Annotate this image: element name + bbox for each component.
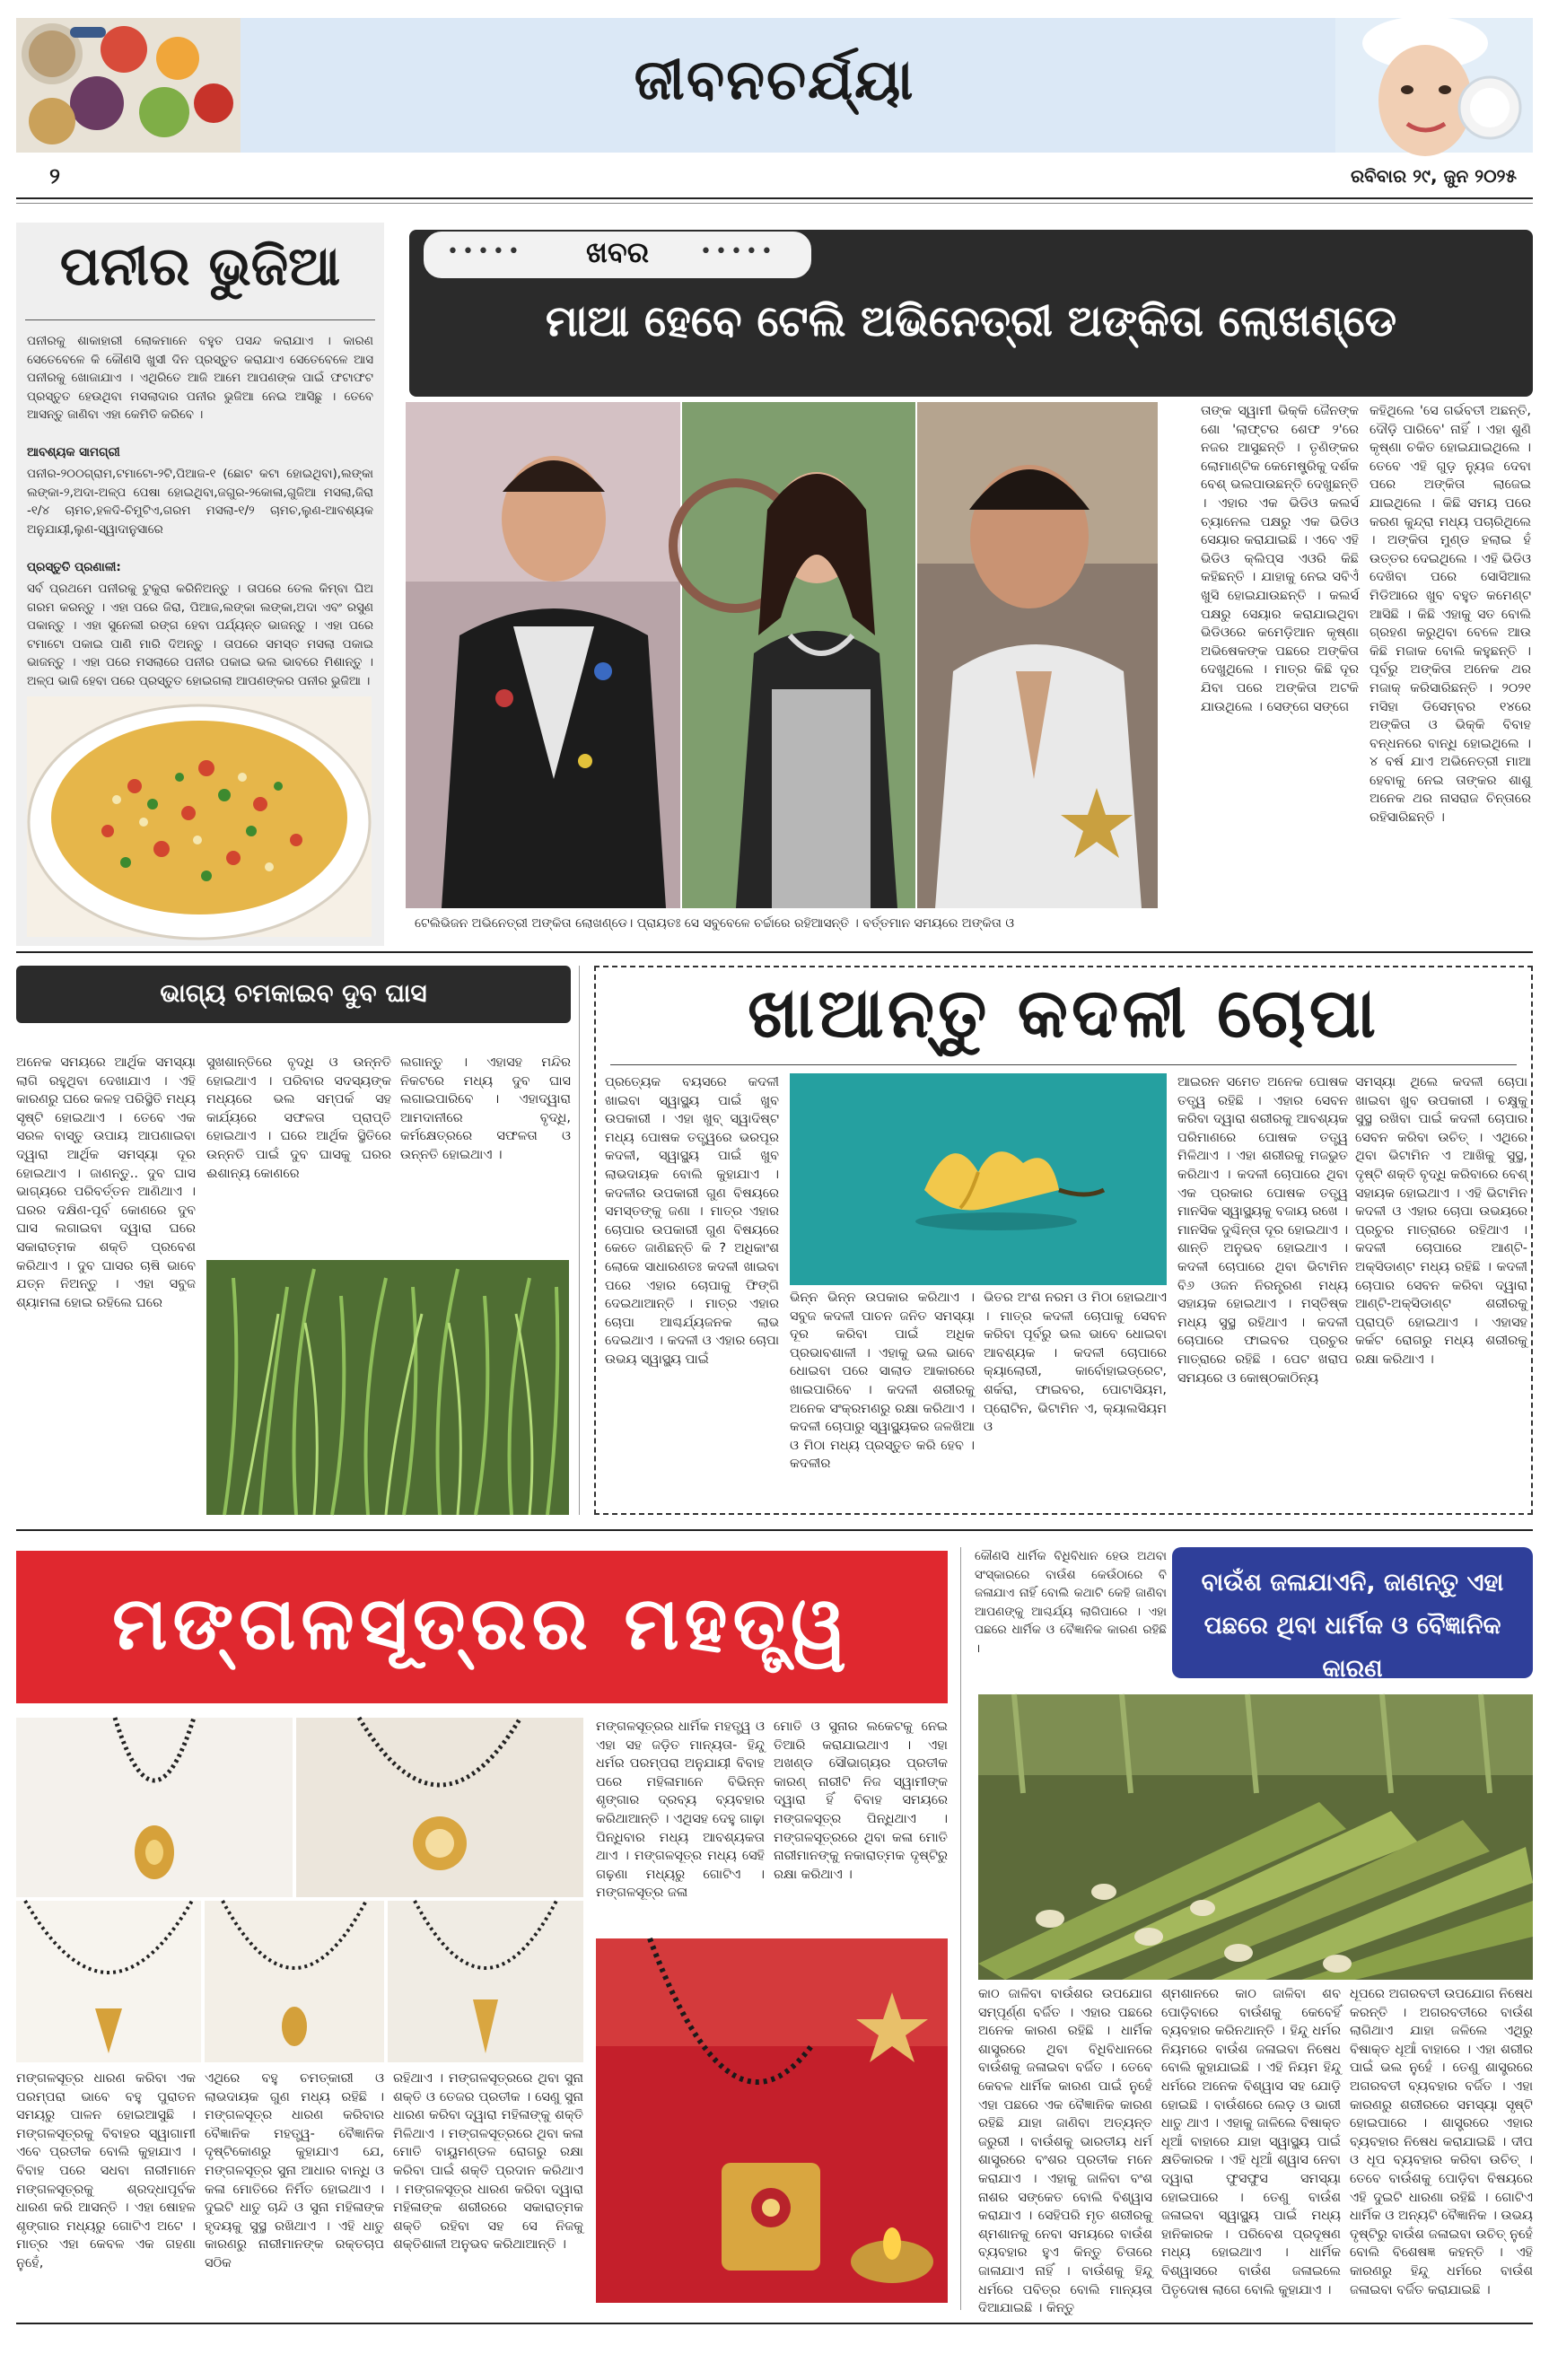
ankita-dots-right: ••••• (700, 241, 776, 263)
mangal-photo-2 (296, 1718, 583, 1897)
banshi-col3: ଧୂପରେ ଅଗରବତୀ ଉପଯୋଗ ନିଷେଧ କରନ୍ତି । ଅଗରବତୀରେ ବାଉଁଶ ଲାଗିଥାଏ ଯାହା ଜଳିଲେ ଏଥିରୁ ବିଷାକ୍ତ ଧୂଆଁ ବାହାରେ । ଏହା ଶରୀର ପାଇଁ ଭଲ ନୁହେଁ । ତେଣୁ ଶାସ୍ତ୍ରରେ ଅଗରବତୀ ବ୍ୟବହାର ବର୍ଜିତ । ଏହା କାରଣରୁ ଶରୀରରେ ସମସ୍ୟା ସୃଷ୍ଟି ହୋଇପାରେ । ଶାସ୍ତ୍ରରେ ଏହାର ବ୍ୟବହାର ନିଷେଧ କରାଯାଇଛି । ଦୀପ ଓ ଧୂପ ବ୍ୟବହାର କରିବା ଉଚିତ୍ । ତେବେ ବାଉଁଶକୁ ପୋଡ଼ିବା ବିଷୟରେ ଏହି ଦୁଇଟି ଧାରଣା ରହିଛି । ଗୋଟିଏ ଧାର୍ମିକ ଓ ଅନ୍ୟଟି ବୈଜ୍ଞାନିକ । ଉଭୟ ଦୃଷ୍ଟିରୁ ବାଉଁଶ ଜଳାଇବା ଉଚିତ୍ ନୁହେଁ ବୋଲି ବିଶେଷଜ୍ଞ କହନ୍ତି । ଏହି କାରଣରୁ ହିନ୍ଦୁ ଧର୍ମରେ ବାଉଁଶ ଜଳାଇବା ବର୍ଜିତ କରାଯାଇଛି । (1350, 1987, 1533, 2297)
kadali-heading: ଖାଆନ୍ତୁ କଦଳୀ ଚୋପା (748, 973, 1379, 1053)
dub-header: ଭାଗ୍ୟ ଚମକାଇବ ଦୁବ ଘାସ (160, 978, 427, 1008)
mangal-vertical-rule (960, 1547, 961, 2310)
paneer-method: ସର୍ବ ପ୍ରଥମେ ପନୀରକୁ ଟୁକୁରା କରିନିଅନ୍ତୁ । ତାପରେ ତେଲ କିମ୍ବା ଘିଅ ଗରମ କରନ୍ତୁ । ଏହା ପରେ ଜିରା, ପିଆଜ,ଲଙ୍କା ଲଙ୍କା,ଅଦା ଏବଂ ରସୁଣ ପକାନ୍ତୁ । ଏହା ସୁନେଲୀ ରଙ୍ଗ ହେବା ପର୍ଯ୍ୟନ୍ତ ଭାଜନ୍ତୁ । ଏହା ପରେ ଟମାଟୋ ପକାଇ ପାଣି ମାରି ଦିଅନ୍ତୁ । ତାପରେ ସମସ୍ତ ମସଲା ପକାଇ ଭାଜନ୍ତୁ । ଏହା ପରେ ମସଲାରେ ପନୀର ପକାଇ ଭଲ ଭାବରେ ମିଶାନ୍ତୁ । ଅଳ୍ପ ଭାଜି ହେବା ପରେ ପ୍ରସ୍ତୁତ ହୋଇଗଲା ଆପଣଙ୍କର ପନୀର ଭୁଜିଆ । (27, 582, 373, 688)
ankita-col2: କହିଥିଲେ 'ସେ ଗର୍ଭବତୀ ଅଛନ୍ତି, ଦୌଡ଼ି ପାରିବେ' ନାହିଁ । ଏହା ଶୁଣି କୃଷ୍ଣା ଚକିତ ହୋଇଯାଇଥିଲେ । ତେବେ ଏହି ଗୁଡ଼ ନ୍ୟୁଜ ଦେବା ପରେ ଅଙ୍କିତା ଲାଜେଇ ଯାଇଥିଲେ । କିଛି ସମୟ ପରେ କରଣ କୁନ୍ଦ୍ରା ମଧ୍ୟ ପଚାରିଥିଲେ । ଅଙ୍କିତା ମୁଣ୍ଡ ହଲାଇ ହଁ ଉତ୍ତର ଦେଇଥିଲେ । ଏହି ଭିଡିଓ ଦେଖିବା ପରେ ସୋସିଆଲ ମିଡିଆରେ ଖୁବ ବହୁତ କମେଣ୍ଟ ଆସିଛି । କିଛି ଏହାକୁ ସତ ବୋଲି ଗ୍ରହଣ କରୁଥିବା ବେଳେ ଆଉ କିଛି ମଜାକ ବୋଲି କହୁଛନ୍ତି । ପୂର୍ବରୁ ଅଙ୍କିତା ଅନେକ ଥର ମଜାକ୍ କରିସାରିଛନ୍ତି । ୨୦୨୧ ମସିହା ଡିସେମ୍ବର ୧୪ରେ ଅଙ୍କିତା ଓ ଭିକ୍କି ବିବାହ ବନ୍ଧନରେ ବାନ୍ଧି ହୋଇଥିଲେ । ୪ ବର୍ଷ ଯାଏ ଅଭିନେତ୍ରୀ ମାଆ ହେବାକୁ ନେଇ ତାଙ୍କର ଶାଶୁ ଅନେକ ଥର ନାସରାଜ ଚିନ୍ତାରେ ରହିସାରିଛନ୍ତି । (1370, 404, 1531, 826)
ankita-headline: ମାଆ ହେବେ ଟେଲି ଅଭିନେତ୍ରୀ ଅଙ୍କିତା ଲୋଖଣ୍ଡେ (545, 296, 1397, 346)
masthead-rule-thin (16, 203, 1533, 204)
banshi-heading: ବାଉଁଶ ଜଳାଯାଏନି, ଜାଣନ୍ତୁ ଏହା ପଛରେ ଥିବା ଧାର୍ମିକ ଓ ବୈଜ୍ଞାନିକ କାରଣ (1201, 1569, 1504, 1683)
ankita-photo-karan (917, 402, 1158, 908)
kadali-col5: ସମସ୍ୟା ଥିଲେ କଦଳୀ ଚୋପା ଖାଇବା ଖୁବ ଉପକାରୀ । ଚକ୍ଷୁକୁ ସୁସ୍ଥ ରଖିବା ପାଇଁ କଦଳୀ ଚୋପାର ସେବନ କରିବା ଉଚିତ୍ । ଏଥିରେ ଥିବା ଭିଟାମିନ ଏ ଆଖିକୁ ସୁସ୍ଥ, ଦୃଷ୍ଟି ଶକ୍ତି ବୃଦ୍ଧି କରିବାରେ ବେଶ୍ ସହାୟକ ହୋଇଥାଏ । ଏହି ଭିଟାମିନ କଦଳୀ ଓ ଏହାର ଚୋପା ଉଭୟରେ ପ୍ରଚୁର ମାତ୍ରାରେ ରହିଥାଏ । କଦଳୀ ଚୋପାରେ ଆଣ୍ଟି-ଅକ୍ସିଡାଣ୍ଟ ମଧ୍ୟ ରହିଛି । କଦଳୀ ଚୋପାର ସେବନ କରିବା ଦ୍ୱାରା ଆଣ୍ଟି-ଅକ୍ସିଡାଣ୍ଟ ଶରୀରକୁ ପ୍ରାପ୍ତି ହୋଇଥାଏ । ଏହାସହ କର୍କଟ ରୋଗରୁ ମଧ୍ୟ ଶରୀରକୁ ରକ୍ଷା କରିଥାଏ । (1355, 1075, 1527, 1367)
footer-rule (16, 2323, 1533, 2324)
mangal-jewelry-photo (596, 1938, 948, 2303)
mangal-heading: ମଙ୍ଗଳସୂତ୍ରର ମହତ୍ତ୍ୱ (112, 1581, 852, 1667)
paneer-bhujia-photo (27, 696, 372, 937)
dub-col1: ଅନେକ ସମୟରେ ଆର୍ଥିକ ସମସ୍ୟା ଲାଗି ରହୁଥିବା ଦେଖାଯାଏ । ଏହି କାରଣରୁ ଘରେ କଳହ ପରିସ୍ଥିତି ମଧ୍ୟ ସୃଷ୍ଟି ହୋଇଥାଏ । ତେବେ ଏକ ସରଳ ବାସ୍ତୁ ଉପାୟ ଆପଣାଇବା ଦ୍ୱାରା ଆର୍ଥିକ ସମସ୍ୟା ଦୂର ହୋଇଥାଏ । ଜାଣନ୍ତୁ.. ଦୁବ ଘାସ ଭାଗ୍ୟରେ ପରିବର୍ତ୍ତନ ଆଣିଥାଏ । ଘରର ଦକ୍ଷିଣ-ପୂର୍ବ କୋଣରେ ଦୁବ ଘାସ ଲଗାଇବା ଦ୍ୱାରା ଘରେ ସକାରାତ୍ମକ ଶକ୍ତି ପ୍ରବେଶ କରିଥାଏ । ଦୁବ ଘାସର ଚାଷି ଭାବେ ଯତ୍ନ ନିଅନ୍ତୁ । ଏହା ସବୁଜ ଶ୍ୟାମଳା ହୋଇ ରହିଲେ ଘରେ (16, 1055, 196, 1310)
masthead-food-photo (16, 18, 241, 153)
kadali-col2: ଭିନ୍ନ ଭିନ୍ନ ଉପକାର କରିଥାଏ । ସବୁଜ କଦଳୀ ପାଚନ ଜନିତ ସମସ୍ୟା ଦୂର କରିବା ପାଇଁ ଅଧିକ ପ୍ରଭାବଶାଳୀ । ଏହାକୁ ଭଲ ଭାବେ ଧୋଇବା ପରେ ସାଲାଡ ଆକାରରେ ଖାଇପାରିବେ । କଦଳୀ ଶରୀରକୁ ଅନେକ ସଂକ୍ରମଣରୁ ରକ୍ଷା କରିଥାଏ । କଦଳୀ ଚୋପାରୁ ସ୍ୱାସ୍ଥ୍ୟକର ଜଳଖିଆ ଓ ମିଠା ମଧ୍ୟ ପ୍ରସ୍ତୁତ କରି ହେବ । କଦଳୀର (790, 1291, 975, 1472)
paneer-ingredients-label: ଆବଶ୍ୟକ ସାମଗ୍ରୀ (27, 445, 120, 459)
kadali-col3: ଭିତର ଅଂଶ ନରମ ଓ ମିଠା ହୋଇଥାଏ । ମାତ୍ର କଦଳୀ ଚୋପାକୁ ସେବନ କରିବା ପୂର୍ବରୁ ଭଲ ଭାବେ ଧୋଇବା ଆବଶ୍ୟକ । କଦଳୀ ଚୋପାରେ କ୍ୟାଲୋରୀ, କାର୍ବୋହାଇଡ୍ରେଟ, ଶର୍କରା, ଫାଇବର, ପୋଟାସିୟମ, ପ୍ରୋଟିନ, ଭିଟାମିନ ଏ, କ୍ୟାଲସିୟମ ଓ (984, 1291, 1167, 1435)
dub-col3: ଲଗାନ୍ତୁ । ଏହାସହ ମନ୍ଦିର ନିକଟରେ ମଧ୍ୟ ଦୁବ ଘାସ ଲଗାଇପାରିବେ । ଏହାଦ୍ୱାରା ଆମଦାନୀରେ ବୃଦ୍ଧି, କର୍ମକ୍ଷେତ୍ରରେ ସଫଳତା ଓ ଉନ୍ନତି ହୋଇଥାଏ । (400, 1055, 571, 1162)
section-rule-1 (16, 951, 1533, 953)
mangal-top-col2: ମୋତି ଓ ସୁନାର ଲକେଟକୁ ନେଇ ତିଆରି କରାଯାଇଥାଏ । ଏହା ଅଖଣ୍ଡ ସୌଭାଗ୍ୟର ପ୍ରତୀକ କାରଣ୍ ନାରୀଟି ନିଜ ସ୍ୱାମୀଙ୍କ ଦ୍ୱାରା ହିଁ ବିବାହ ସମୟରେ ମଙ୍ଗଳସୂତ୍ର ପିନ୍ଧିଥାଏ । ମଙ୍ଗଳସୂତ୍ରରେ ଥିବା କଳା ମୋତି ନାରୀମାନଙ୍କୁ ନକାରାତ୍ମକ ଦୃଷ୍ଟିରୁ ରକ୍ଷା କରିଥାଏ । (774, 1719, 948, 1882)
ankita-dots-left: ••••• (447, 241, 523, 263)
paneer-ingredients: ପନୀର-୨୦୦ଗ୍ରାମ,ଟମାଟୋ-୨ଟି,ପିଆଜ-୧ (ଛୋଟ କଟା ହୋଇଥିବା),ଲଙ୍କା ଲଙ୍କା-୨,ଅଦା-ଅଳ୍ପ ପେଷା ହୋଇଥିବା,ଜଗୁର-୨କୋଳା,ଗୁଜିଆ ମସଲା,ଜିରା -୧/୪ ଚାମଚ,ହଳଦି-ଚିମୁଟିଏ,ଗରମ ମସଲା-୧/୨ ଚାମଚ,ଲୁଣ-ଆବଶ୍ୟକ ଅନୁଯାୟୀ,ଲୁଣ-ସ୍ୱାଦାନୁସାରେ (27, 467, 373, 537)
paneer-intro: ପନୀରକୁ ଶାକାହାରୀ ଲୋକମାନେ ବହୁତ ପସନ୍ଦ କରାଯାଏ । କାରଣ ସେତେବେଳେ କି କୌଣସି ଖୁସୀ ଦିନ ପ୍ରସ୍ତୁତ କରାଯାଏ ସେତେବେଳେ ଆସ ପନୀରକୁ ଖୋଜାଯାଏ । ଏଥିରିତେ ଆଜି ଆମେ ଆପଣଙ୍କ ପାଇଁ ଫଟାଫଟ ପ୍ରସ୍ତୁତ ହେଉଥିବା ମସଲାଦାର ପନୀର ଭୁଜିଆ ନେଇ ଆସିଛୁ । ତେବେ ଆସନ୍ତୁ ଜାଣିବା ଏହା କେମିତି କରିବେ । (27, 334, 373, 422)
masthead-rule (16, 197, 1533, 199)
mangal-photo-5 (388, 1901, 583, 2062)
paneer-method-label: ପ୍ରସ୍ତୁତି ପ୍ରଣାଳୀ: (27, 560, 121, 574)
paneer-heading-rule (25, 319, 375, 320)
dub-col2: ସୁଖଶାନ୍ତିରେ ବୃଦ୍ଧି ଓ ଉନ୍ନତି ହୋଇଥାଏ । ପରିବାର ସଦସ୍ୟଙ୍କ ମଧ୍ୟରେ ଭଲ ସମ୍ପର୍କ ସହ କାର୍ଯ୍ୟରେ ସଫଳତା ପ୍ରାପ୍ତି ହୋଇଥାଏ । ଘରେ ଆର୍ଥିକ ସ୍ଥିତିରେ ଉନ୍ନତି ପାଇଁ ଦୁବ ଘାସକୁ ଘରର ଈଶାନ୍ୟ କୋଣରେ (206, 1055, 391, 1181)
kadali-col4: ଆଇରନ ସମେତ ଅନେକ ପୋଷକ ତତ୍ତ୍ୱ ରହିଛି । ଏହାର ସେବନ କରିବା ଦ୍ୱାରା ଶରୀରକୁ ଆବଶ୍ୟକ ପରିମାଣରେ ପୋଷକ ତତ୍ତ୍ୱ ମିଳିଥାଏ । ଏହା ଶରୀରକୁ ମଜଭୁତ କରିଥାଏ । କଦଳୀ ଚୋପାରେ ଥିବା ଏକ ପ୍ରକାର ପୋଷକ ତତ୍ତ୍ୱ ମାନସିକ ସ୍ୱାସ୍ଥ୍ୟକୁ ବଜାୟ ରଖେ । ମାନସିକ ଦୁଶ୍ଚିନ୍ତା ଦୂର ହୋଇଥାଏ । ଶାନ୍ତି ଅନୁଭବ ହୋଇଥାଏ । କଦଳୀ ଚୋପାରେ ଥିବା ଭିଟାମିନ ବି୬ ଓଜନ ନିରନ୍ତ୍ରଣ ମଧ୍ୟ ସହାୟକ ହୋଇଥାଏ । ମସ୍ତିଷ୍କ ମଧ୍ୟ ସୁସ୍ଥ ରହିଥାଏ । କଦଳୀ ଚୋପାରେ ଫାଇବର ପ୍ରଚୁର ମାତ୍ରାରେ ରହିଛି । ପେଟ ଖରାପ ସମୟରେ ଓ କୋଷ୍ଠକାଠିନ୍ୟ (1177, 1075, 1348, 1386)
banshi-bamboo-photo (978, 1694, 1533, 1980)
mangal-photo-4 (205, 1901, 384, 2062)
mangal-bottom-col1: ମଙ୍ଗଳସୂତ୍ର ଧାରଣ କରିବା ଏକ ପରମ୍ପରା ଭାବେ ବହୁ ପୁରାତନ ସମୟରୁ ପାଳନ ହୋଇଆସୁଛି । ମଙ୍ଗଳସୂତ୍ରକୁ ବିବାହର ସ୍ୱାଗାମୀ ଏବେ ପ୍ରତୀକ ବୋଲି କୁହାଯାଏ । ବିବାହ ପରେ ସଧବା ନାରୀମାନେ ମଙ୍ଗଳସୂତ୍ରକୁ ଶ୍ରଦ୍ଧାପୂର୍ବକ ଧାରଣ କରି ଆସନ୍ତି । ଏହା ଷୋହଳ ଶୃଙ୍ଗାର ମଧ୍ୟରୁ ଗୋଟିଏ ଅଟେ । ମାତ୍ର ଏହା କେବଳ ଏକ ଗହଣା ନୁହେଁ, (16, 2071, 196, 2271)
page-number: ୨ (49, 163, 60, 188)
ankita-label: ଖବର (585, 235, 650, 269)
mangal-top-col1: ମଙ୍ଗଳସୂତ୍ରର ଧାର୍ମିକ ମହତ୍ତ୍ୱ ଓ ଏହା ସହ ଜଡ଼ିତ ମାନ୍ୟତା- ହିନ୍ଦୁ ଧର୍ମର ପରମ୍ପରା ଅନୁଯାୟୀ ବିବାହ ପରେ ମହିଳାମାନେ ବିଭିନ୍ନ ଶୃଙ୍ଗାର ଦ୍ରବ୍ୟ ବ୍ୟବହାର କରିଥାଆନ୍ତି । ଏଥିସହ ଦେହୁ ଗାଢ଼ା ପିନ୍ଧିବାର ମଧ୍ୟ ଆବଶ୍ୟକତା ଥାଏ । ମଙ୍ଗଳସୂତ୍ର ମଧ୍ୟ ସେହି ଗଢ଼ଣା ମଧ୍ୟରୁ ଗୋଟିଏ । ମଙ୍ଗଳସୂତ୍ର ଜଳା (596, 1719, 765, 1901)
kadali-col1: ପ୍ରତ୍ୟେକ ବୟସରେ କଦଳୀ ଖାଇବା ସ୍ୱାସ୍ଥ୍ୟ ପାଇଁ ଖୁବ ଉପକାରୀ । ଏହା ଖୁବ୍ ସ୍ୱାଦିଷ୍ଟ ମଧ୍ୟ ପୋଷକ ତତ୍ତ୍ୱରେ ଭରପୂର କଦଳୀ, ସ୍ୱାସ୍ଥ୍ୟ ପାଇଁ ଖୁବ ଲାଭଦାୟକ ବୋଲି କୁହାଯାଏ । କଦଳୀର ଉପକାରୀ ଗୁଣ ବିଷୟରେ ସମସ୍ତଙ୍କୁ ଜଣା । ମାତ୍ର ଏହାର ଚୋପାର ଉପକାରୀ ଗୁଣ ବିଷୟରେ କେତେ ଜାଣିଛନ୍ତି କି ? ଅଧିକାଂଶ ଲୋକେ ସାଧାରଣତଃ କଦଳୀ ଖାଇବା ପରେ ଏହାର ଚୋପାକୁ ଫିଙ୍ଗି ଦେଇଥାଆନ୍ତି । ମାତ୍ର ଏହାର ଚୋପା ଆଶ୍ଚର୍ଯ୍ୟଜନକ ଲାଭ ଦେଇଥାଏ । କଦଳୀ ଓ ଏହାର ଚୋପା ଉଭୟ ସ୍ୱାସ୍ଥ୍ୟ ପାଇଁ (605, 1075, 779, 1367)
mangal-bottom-col3: ରହିଥାଏ । ମଙ୍ଗଳସୂତ୍ରରେ ଥିବା ସୁନା ଶକ୍ତି ଓ ତେଜର ପ୍ରତୀକ । ସେଣୁ ସୁନା ଧାରଣ କରିବା ଦ୍ୱାରା ମହିଳାଙ୍କୁ ଶକ୍ତି ମିଳିଥାଏ । ମଙ୍ଗଳସୂତ୍ରରେ ଥିବା କଳା ମୋତି ବାୟୁମଣ୍ଡଳ ରୋଗରୁ ରକ୍ଷା କରିବା ପାଇଁ ଶକ୍ତି ପ୍ରଦାନ କରିଥାଏ । ମଙ୍ଗଳସୂତ୍ର ଧାରଣ କରିବା ଦ୍ୱାରା ମହିଳାଙ୍କ ଶରୀରରେ ସକାରାତ୍ମକ ଶକ୍ତି ରହିବା ସହ ସେ ନିଜକୁ ଶକ୍ତିଶାଳୀ ଅନୁଭବ କରିଥାଆନ୍ତି । (393, 2071, 583, 2253)
mangal-photo-3 (16, 1901, 201, 2062)
dub-vertical-rule (579, 966, 580, 1515)
masthead-model-photo (1335, 18, 1533, 153)
kadali-banana-photo (790, 1073, 1167, 1285)
ankita-photo-ankita (682, 402, 915, 908)
masthead-title: ଜୀବନଚର୍ଯ୍ୟା (634, 47, 915, 112)
mangal-bottom-col2: ଏଥିରେ ବହୁ ଚମତ୍କାରୀ ଓ ଲାଭଦାୟକ ଗୁଣ ମଧ୍ୟ ରହିଛି । ମଙ୍ଗଳସୂତ୍ର ଧାରଣ କରିବାର ବୈଜ୍ଞାନିକ ମହତ୍ତ୍ୱ- ବୈଜ୍ଞାନିକ ଦୃଷ୍ଟିକୋଣରୁ କୁହାଯାଏ ଯେ, ମଙ୍ଗଳସୂତ୍ର ସୁନା ଆଧାର ବାନ୍ଧି ଓ କଳା ମୋତିରେ ନିର୍ମିତ ହୋଇଥାଏ । ଦୁଇଟି ଧାତୁ ଚାନ୍ଦି ଓ ସୁନା ମହିଳାଙ୍କ ହୃଦୟକୁ ସୁସ୍ଥ ରଖିଥାଏ । ଏହି ଧାତୁ କାରଣରୁ ନାରୀମାନଙ୍କ ରକ୍ତଚାପ ସଠିକ (205, 2071, 384, 2271)
dub-grass-photo (206, 1260, 569, 1515)
banshi-col2: ଶ୍ମଶାନରେ କାଠ ଜାଳିବା ଶବ ପୋଡ଼ିବାରେ ବାଉଁଶକୁ କେବେହିଁ ବ୍ୟବହାର କରିନଥାନ୍ତି । ହିନ୍ଦୁ ଧର୍ମର ନିୟମରେ ବାଉଁଶ ଜଳାଇବା ନିଷେଧ ବୋଲି କୁହାଯାଇଛି । ଏହି ନିୟମ ହିନ୍ଦୁ ଧର୍ମରେ ଅନେକ ବିଶ୍ୱାସ ସହ ଯୋଡ଼ି ହୋଇଛି । ବାଉଁଶରେ ଲେଡ଼ ଓ ଭାରୀ ଧାତୁ ଥାଏ । ଏହାକୁ ଜାଳିଲେ ବିଷାକ୍ତ ଧୂଆଁ ବାହାରେ ଯାହା ସ୍ୱାସ୍ଥ୍ୟ ପାଇଁ କ୍ଷତିକାରକ । ଏହି ଧୂଆଁ ଶ୍ୱାସ ନେବା ଦ୍ୱାରା ଫୁସଫୁସ ସମସ୍ୟା ହୋଇପାରେ । ତେଣୁ ବାଉଁଶ ଜଳାଇବା ସ୍ୱାସ୍ଥ୍ୟ ପାଇଁ ମଧ୍ୟ ହାନିକାରକ । ପରିବେଶ ପ୍ରଦୂଷଣ ମଧ୍ୟ ହୋଇଥାଏ । ଧାର୍ମିକ ବିଶ୍ୱାସରେ ବାଉଁଶ ଜଳାଇଲେ ପିତୃଦୋଷ ଲାଗେ ବୋଲି କୁହାଯାଏ । (1161, 1987, 1341, 2297)
page-date: ରବିବାର ୨୯, ଜୁନ ୨୦୨୫ (1350, 165, 1517, 187)
mangal-photo-1 (16, 1718, 293, 1897)
section-rule-2 (16, 1529, 1533, 1531)
banshi-col1: କାଠ ଜାଳିବା ବାଉଁଶର ଉପଯୋଗ ସମ୍ପୂର୍ଣ୍ଣ ବର୍ଜିତ । ଏହାର ପଛରେ ଅନେକ କାରଣ ରହିଛି । ଧାର୍ମିକ ଶାସ୍ତ୍ରରେ ଥିବା ବିଧିବିଧାନରେ ବାଉଁଶକୁ ଜଳାଇବା ବର୍ଜିତ । ତେବେ କେବଳ ଧାର୍ମିକ କାରଣ ପାଇଁ ନୁହେଁ ଏହା ପଛରେ ଏକ ବୈଜ୍ଞାନିକ କାରଣ ରହିଛି ଯାହା ଜାଣିବା ଅତ୍ୟନ୍ତ ଜରୁରୀ । ବାଉଁଶକୁ ଭାରତୀୟ ଧର୍ମ ଶାସ୍ତ୍ରରେ ବଂଶର ପ୍ରତୀକ ମନେ କରାଯାଏ । ଏହାକୁ ଜାଳିବା ବଂଶ ନାଶର ସଙ୍କେତ ବୋଲି ବିଶ୍ୱାସ କରାଯାଏ । ସେହିପରି ମୃତ ଶରୀରକୁ ଶ୍ମଶାନକୁ ନେବା ସମୟରେ ବାଉଁଶ ବ୍ୟବହାର ହୁଏ କିନ୍ତୁ ଚିତାରେ ଜାଳାଯାଏ ନାହିଁ । ବାଉଁଶକୁ ହିନ୍ଦୁ ଧର୍ମରେ ପବିତ୍ର ବୋଲି ମାନ୍ୟତା ଦିଆଯାଇଛି । କିନ୍ତୁ (978, 1987, 1152, 2316)
ankita-photo-krushna (406, 402, 680, 908)
ankita-caption: ଟେଲିଭିଜନ ଅଭିନେତ୍ରୀ ଅଙ୍କିତା ଲୋଖଣ୍ଡେ। ପ୍ରାୟତଃ ସେ ସବୁବେଳେ ଚର୍ଚ୍ଚାରେ ରହିଆସନ୍ତି । ବର୍ତ୍ତମାନ ସମୟରେ ଅଙ୍କିତା ଓ (415, 916, 1014, 931)
kadali-heading-rule (610, 1064, 1517, 1065)
banshi-intro: କୌଣସି ଧାର୍ମିକ ବିଧିବିଧାନ ହେଉ ଅଥବା ସଂସ୍କାରରେ ବାଉଁଶ କେଉଁଠାରେ ବି ଜଳାଯାଏ ନାହିଁ ବୋଲି କଥାଟି କେହି ଜାଣିବା ଆପଣଙ୍କୁ ଆଶ୍ଚର୍ଯ୍ୟ ଲାଗିପାରେ । ଏହା ପଛରେ ଧାର୍ମିକ ଓ ବୈଜ୍ଞାନିକ କାରଣ ରହିଛି । (975, 1549, 1167, 1656)
paneer-heading: ପନୀର ଭୁଜିଆ (59, 235, 341, 298)
ankita-col1: ତାଙ୍କ ସ୍ୱାମୀ ଭିକ୍କି ଜୈନଙ୍କ ଶୋ 'ଲାଫ୍ଟର ଶେଫ ୨'ରେ ନଜର ଆସୁଛନ୍ତି । ତୃଣିଙ୍କର ଲୋମାଣ୍ଟିକ କେମେଷ୍ଟ୍ରିକୁ ଦର୍ଶକ ବେଶ୍ ଭଲପାଉଛନ୍ତି ଦେଖୁଛନ୍ତି । ଏହାର ଏକ ଭିଡିଓ କଲର୍ସ ଚ୍ୟାନେଲ ପକ୍ଷରୁ ଏକ ଭିଡିଓ ସେୟାର କରାଯାଇଛି । ଏବେ ଏହି ଭିଡିଓ କ୍ଲିପ୍ସ ଏଓରି କିଛି କହିଛନ୍ତି । ଯାହାକୁ ନେଇ ସବିଏଁ ଖୁସି ହୋଇଯାଉଛନ୍ତି । କଲର୍ସ ପକ୍ଷରୁ ସେୟାର କରାଯାଇଥିବା ଭିଡିଓରେ କମେଡ଼ିଆନ କୃଷ୍ଣା ଅଭିଷେକଙ୍କ ପଛରେ ଅଙ୍କିତା ଦେଖୁଥିଲେ । ମାତ୍ର କିଛି ଦୂର ଯିବା ପରେ ଅଙ୍କିତା ଅଟକି ଯାଉଥିଲେ । ସେଙ୍ଗେ ସଙ୍ଗେ (1201, 404, 1359, 714)
